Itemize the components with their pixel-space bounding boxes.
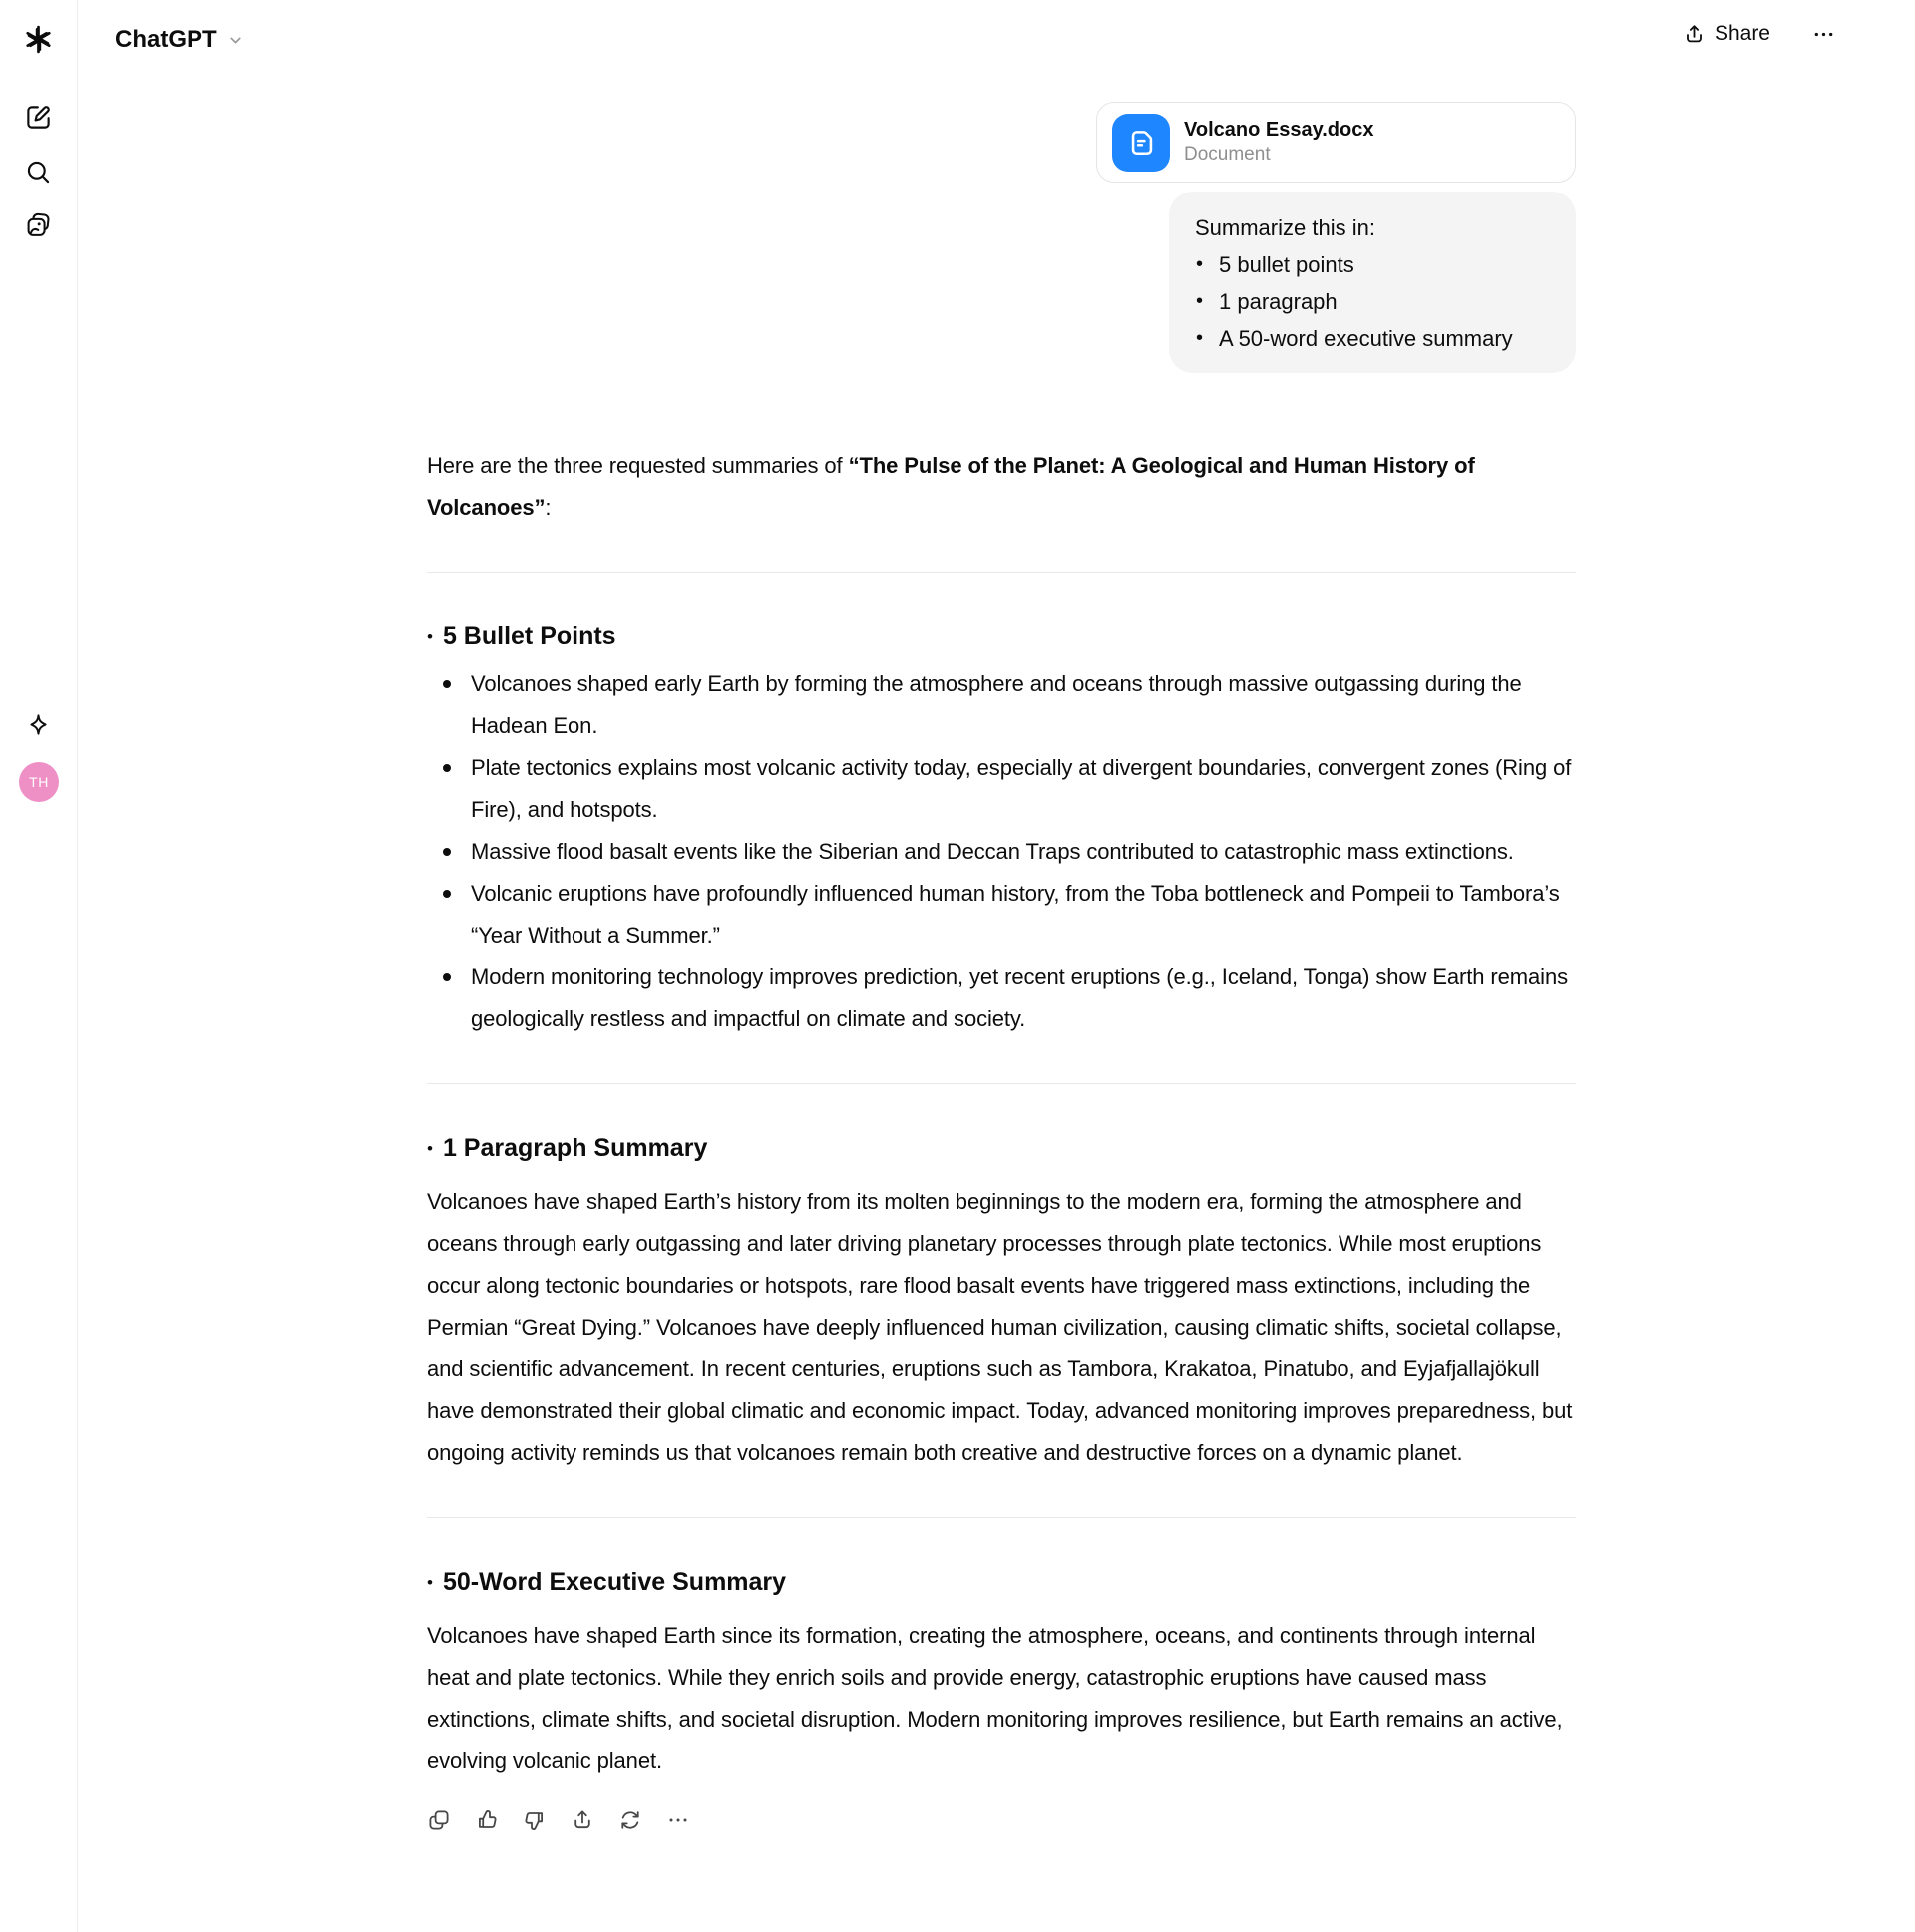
upload-icon xyxy=(571,1808,594,1832)
more-actions-icon xyxy=(666,1808,690,1832)
share-button[interactable] xyxy=(1683,22,1770,46)
chevron-down-icon xyxy=(227,32,244,49)
copy-icon xyxy=(427,1808,451,1832)
user-message-item: • 1 paragraph xyxy=(1195,283,1550,320)
user-avatar[interactable] xyxy=(19,762,59,802)
section-heading-bullets xyxy=(427,619,1576,653)
thumbs-down-icon xyxy=(523,1808,547,1832)
intro-prefix: Here are the three requested summaries of xyxy=(427,453,849,478)
share-response-button[interactable] xyxy=(571,1808,594,1832)
regenerate-button[interactable] xyxy=(618,1808,642,1832)
sparkle-icon xyxy=(26,712,51,737)
attachment-filename: Volcano Essay.docx xyxy=(1184,119,1374,141)
section-heading-executive xyxy=(427,1565,1576,1599)
heading-text: 1 Paragraph Summary xyxy=(442,1134,708,1162)
paragraph-summary: Volcanoes have shaped Earth’s history from its molten beginnings to the modern era, forming the atmosphere and oceans through early outgassing and later driving planetary processes through plate tectonics. While most eruptions occur along tectonic boundaries or hotspots, rare flood basalt events have triggered mass extinctions, including the Permian “Great Dying.” Volcanoes have deeply influenced human civilization, causing climatic shifts, societal collapse, and scientific advancement. In recent centuries, eruptions such as Tambora, Krakatoa, Pinatubo, and Eyjafjallajökull have demonstrated their global climatic and economic impact. Today, advanced monitoring improves preparedness, but ongoing activity reminds us that volcanoes remain both creative and destructive forces on a dynamic planet. xyxy=(427,1189,1573,1465)
good-response-button[interactable] xyxy=(475,1808,499,1832)
user-message-bubble xyxy=(1169,192,1576,373)
user-message-item: • 5 bullet points xyxy=(1195,246,1550,283)
more-options-icon xyxy=(1812,23,1835,46)
heading-bullet: • xyxy=(427,1139,433,1158)
sidebar xyxy=(0,0,78,1932)
assistant-intro xyxy=(427,445,1576,529)
summary-bullet: Massive flood basalt events like the Siberian and Deccan Traps contributed to catastrophic mass extinctions. xyxy=(427,831,1576,873)
avatar-initials: TH xyxy=(29,774,49,790)
new-chat-button[interactable] xyxy=(17,95,61,139)
section-heading-paragraph xyxy=(427,1131,1576,1165)
thumbs-up-icon xyxy=(475,1808,499,1832)
heading-text: 50-Word Executive Summary xyxy=(442,1568,787,1596)
heading-bullet: • xyxy=(427,627,433,646)
new-chat-icon xyxy=(25,104,52,131)
summary-bullet: Volcanic eruptions have profoundly influenced human history, from the Toba bottleneck and Pompeii to Tambora’s “Year Without a Summer.” xyxy=(427,873,1576,957)
openai-logo-icon xyxy=(23,24,54,55)
summary-bullet: Plate tectonics explains most volcanic activity today, especially at divergent boundaries, convergent zones (Ring of Fire), and hotspots. xyxy=(427,747,1576,831)
regenerate-icon xyxy=(618,1808,642,1832)
search-icon xyxy=(25,159,52,186)
share-label: Share xyxy=(1714,22,1770,45)
section-divider xyxy=(427,1517,1576,1518)
user-message-list xyxy=(1195,246,1550,357)
openai-logo xyxy=(17,17,61,61)
library-button[interactable] xyxy=(17,202,61,246)
heading-bullet: • xyxy=(427,1573,433,1592)
conversation xyxy=(427,0,1576,1832)
summary-bullet: Modern monitoring technology improves prediction, yet recent eruptions (e.g., Iceland, Tonga) show Earth remains geologically restless and impactful on climate and society. xyxy=(427,957,1576,1040)
more-actions-button[interactable] xyxy=(666,1808,690,1832)
attachment-type: Document xyxy=(1184,144,1271,165)
intro-suffix: : xyxy=(545,495,552,520)
bad-response-button[interactable] xyxy=(523,1808,547,1832)
search-button[interactable] xyxy=(17,150,61,193)
model-switcher[interactable] xyxy=(107,22,252,58)
section-divider xyxy=(427,1083,1576,1084)
app-title: ChatGPT xyxy=(115,26,217,53)
heading-text: 5 Bullet Points xyxy=(442,622,616,650)
bullet-summary-list xyxy=(427,663,1576,1040)
intro-essay-title: “The Pulse of the Planet: A Geological and Human History of Volcanoes” xyxy=(427,453,1475,520)
user-message-intro: Summarize this in: xyxy=(1195,215,1375,240)
section-divider xyxy=(427,572,1576,573)
user-message xyxy=(427,102,1576,373)
message-actions xyxy=(427,1808,1576,1832)
executive-summary: Volcanoes have shaped Earth since its formation, creating the atmosphere, oceans, and continents through internal heat and plate tectonics. While they enrich soils and provide energy, catastrophic eruptions have caused mass extinctions, climate shifts, and societal disruption. Modern monitoring improves resilience, but Earth remains an active, evolving volcanic planet. xyxy=(427,1623,1563,1773)
library-icon xyxy=(25,211,52,238)
user-message-item: • A 50-word executive summary xyxy=(1195,320,1550,357)
assistant-message xyxy=(427,445,1576,1832)
share-icon xyxy=(1683,23,1706,46)
upgrade-button[interactable] xyxy=(17,702,61,746)
summary-bullet: Volcanoes shaped early Earth by forming the atmosphere and oceans through massive outgassing during the Hadean Eon. xyxy=(427,663,1576,747)
attachment-card[interactable] xyxy=(1096,102,1576,183)
document-icon xyxy=(1112,114,1170,172)
conversation-options-button[interactable] xyxy=(1812,23,1835,46)
copy-button[interactable] xyxy=(427,1808,451,1832)
